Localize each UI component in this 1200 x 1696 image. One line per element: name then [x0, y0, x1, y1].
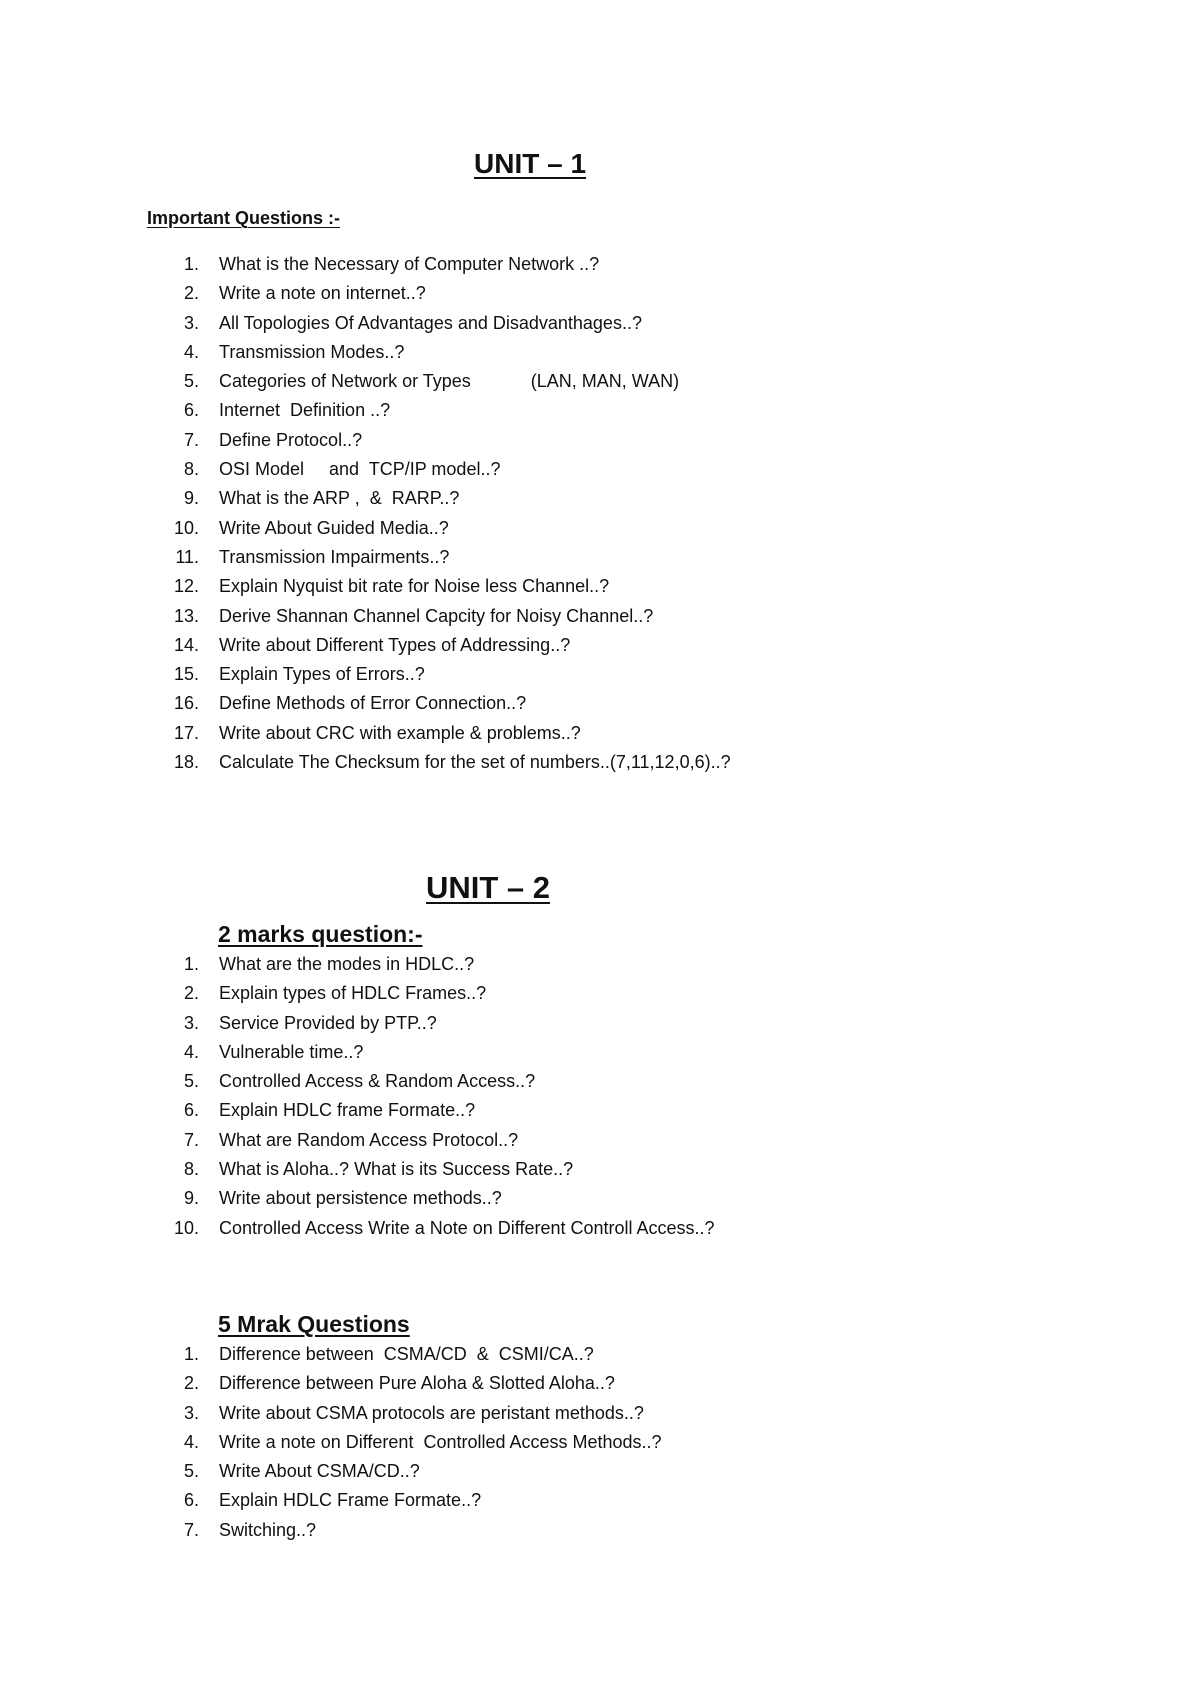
question-number: 4.	[183, 1041, 199, 1062]
question-text: Difference between CSMA/CD & CSMI/CA..?	[219, 1344, 594, 1364]
question-number: 16.	[173, 693, 199, 714]
question-number: 7.	[183, 429, 199, 450]
question-text: Calculate The Checksum for the set of numbers..(7,11,12,0,6)..?	[219, 752, 731, 773]
question-number: 9.	[183, 488, 199, 509]
question-number: 6.	[183, 1490, 199, 1511]
question-number: 7.	[183, 1519, 199, 1540]
question-item	[0, 1340, 662, 1369]
question-text: Categories of Network or Types (LAN, MAN, WAN)	[219, 371, 680, 392]
question-item	[0, 1096, 715, 1125]
question-text: Explain Types of Errors..?	[219, 664, 425, 685]
question-item	[0, 689, 731, 718]
unit2-two-marks-heading: 2 marks question:-	[218, 921, 423, 947]
question-number: 18.	[173, 752, 199, 773]
question-text: Write about CRC with example & problems..?	[219, 722, 581, 743]
question-number: 5.	[183, 1071, 199, 1092]
question-number: 11.	[175, 546, 199, 567]
question-text: Explain HDLC frame Formate..?	[219, 1100, 476, 1121]
question-text: Controlled Access & Random Access..?	[219, 1071, 536, 1092]
question-text: Internet Definition ..?	[219, 400, 391, 421]
question-item	[0, 1009, 715, 1038]
question-text: Difference between Pure Aloha & Slotted Aloha..?	[219, 1373, 615, 1394]
question-item	[0, 1184, 715, 1213]
question-number: 1.	[183, 954, 199, 974]
unit1-title: UNIT – 1	[474, 148, 587, 179]
question-number: 3.	[183, 1402, 199, 1423]
question-number: 1.	[183, 1344, 199, 1364]
question-text: Transmission Modes..?	[219, 341, 405, 362]
question-text: Write About CSMA/CD..?	[219, 1461, 420, 1482]
question-item	[0, 484, 731, 513]
question-text: Service Provided by PTP..?	[219, 1012, 437, 1033]
question-text: What are the modes in HDLC..?	[219, 954, 475, 974]
question-text: Write about CSMA protocols are peristant methods..?	[219, 1402, 644, 1423]
question-item	[0, 455, 731, 484]
question-item	[0, 309, 731, 338]
question-text: All Topologies Of Advantages and Disadvanthages..?	[219, 312, 642, 333]
question-item	[0, 543, 731, 572]
question-item	[0, 338, 731, 367]
question-text: Explain Nyquist bit rate for Noise less Channel..?	[219, 576, 610, 597]
question-number: 15.	[173, 664, 199, 685]
question-number: 8.	[183, 1159, 199, 1180]
question-number: 10.	[173, 517, 199, 538]
question-item	[0, 1067, 715, 1096]
question-item	[0, 396, 731, 425]
question-text: Define Protocol..?	[219, 429, 363, 450]
question-item	[0, 1428, 662, 1457]
question-number: 2.	[183, 983, 199, 1004]
question-text: Controlled Access Write a Note on Different Controll Access..?	[219, 1217, 715, 1238]
question-number: 17.	[173, 722, 199, 743]
question-number: 5.	[183, 371, 199, 392]
question-item	[0, 631, 731, 660]
question-number: 6.	[183, 400, 199, 421]
question-item	[0, 426, 731, 455]
unit2-two-marks-question-list	[0, 950, 715, 1243]
question-item	[0, 1399, 662, 1428]
question-item	[0, 1126, 715, 1155]
question-item	[0, 950, 715, 979]
question-item	[0, 660, 731, 689]
unit1-question-list	[0, 250, 731, 777]
question-text: Vulnerable time..?	[219, 1041, 364, 1062]
question-text: Write About Guided Media..?	[219, 517, 449, 538]
question-number: 2.	[183, 283, 199, 304]
question-number: 9.	[183, 1188, 199, 1209]
unit2-five-marks-question-list	[0, 1340, 662, 1545]
question-number: 8.	[183, 459, 199, 480]
question-text: Transmission Impairments..?	[219, 546, 450, 567]
unit2-five-marks-heading: 5 Mrak Questions	[218, 1311, 410, 1337]
question-text: Derive Shannan Channel Capcity for Noisy Channel..?	[219, 605, 654, 626]
question-item	[0, 514, 731, 543]
question-number: 2.	[183, 1373, 199, 1394]
question-item	[0, 1457, 662, 1486]
question-item	[0, 572, 731, 601]
question-number: 7.	[183, 1129, 199, 1150]
question-item	[0, 1369, 662, 1398]
question-item	[0, 748, 731, 777]
question-text: OSI Model and TCP/IP model..?	[219, 459, 501, 480]
question-number: 1.	[183, 254, 199, 274]
question-number: 13.	[173, 605, 199, 626]
question-item	[0, 719, 731, 748]
question-text: Write a note on internet..?	[219, 283, 426, 304]
question-item	[0, 367, 731, 396]
question-item	[0, 279, 731, 308]
question-number: 3.	[183, 1012, 199, 1033]
question-text: What is the Necessary of Computer Network ..?	[219, 254, 600, 274]
question-item	[0, 1516, 662, 1545]
question-text: What are Random Access Protocol..?	[219, 1129, 519, 1150]
question-text: What is the ARP , & RARP..?	[219, 488, 460, 509]
question-text: Write a note on Different Controlled Access Methods..?	[219, 1431, 662, 1452]
question-item	[0, 602, 731, 631]
question-number: 10.	[173, 1217, 199, 1238]
question-number: 4.	[183, 341, 199, 362]
question-text: Switching..?	[219, 1519, 317, 1540]
question-text: Explain types of HDLC Frames..?	[219, 983, 487, 1004]
question-number: 12.	[173, 576, 199, 597]
question-text: Write about persistence methods..?	[219, 1188, 502, 1209]
question-number: 3.	[183, 312, 199, 333]
unit2-title: UNIT – 2	[426, 870, 551, 905]
question-number: 4.	[183, 1431, 199, 1452]
question-item	[0, 1155, 715, 1184]
question-text: What is Aloha..? What is its Success Rate..?	[219, 1159, 574, 1180]
unit1-important-questions-heading: Important Questions :-	[147, 208, 340, 228]
question-text: Write about Different Types of Addressing..?	[219, 634, 571, 655]
question-number: 14.	[173, 634, 199, 655]
question-item	[0, 1038, 715, 1067]
question-number: 6.	[183, 1100, 199, 1121]
question-item	[0, 250, 731, 279]
question-item	[0, 979, 715, 1008]
question-text: Explain HDLC Frame Formate..?	[219, 1490, 482, 1511]
question-number: 5.	[183, 1461, 199, 1482]
question-item	[0, 1214, 715, 1243]
question-item	[0, 1486, 662, 1515]
question-text: Define Methods of Error Connection..?	[219, 693, 527, 714]
